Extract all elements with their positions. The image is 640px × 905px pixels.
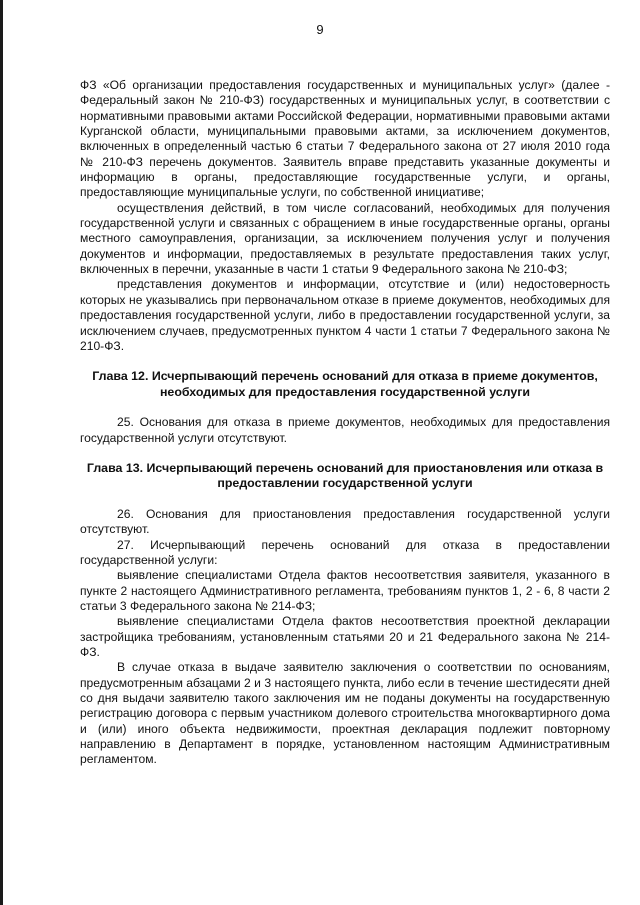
chapter-12-heading: Глава 12. Исчерпывающий перечень оснований для отказа в приеме документов, необходимых для предоставления государственной услуги: [92, 369, 598, 399]
paragraph: 27. Исчерпывающий перечень оснований для отказа в предоставлении государственной услуги:: [80, 537, 610, 567]
paragraph: ФЗ «Об организации предоставления государственных и муниципальных услуг» (далее - Федеральный закон № 210-ФЗ) государственных и муниципальных услуг, в соответствии с нормативными правовыми актами Российской Федерации, нормативными правовыми актами Курганской области, муниципальными правовыми актами, за исключением документов, включенных в определенный частью 6 статьи 7 Федерального закона от 27 июля 2010 года № 210-ФЗ перечень документов. Заявитель вправе представить указанные документы и информацию в органы, предоставляющие государственные услуги, и органы, предоставляющие муниципальные услуги, по собственной инициативе;: [80, 78, 610, 200]
scan-edge: [0, 0, 3, 905]
paragraph: осуществления действий, в том числе согласований, необходимых для получения государственной услуги и связанных с обращением в иные государственные органы, органы местного самоуправления, организации, за исключением получения услуг и получения документов и информации, предоставляемых в результате предоставления таких услуг, включенных в перечни, указанные в части 1 статьи 9 Федерального закона № 210-ФЗ;: [80, 200, 610, 277]
chapter-13-heading: Глава 13. Исчерпывающий перечень оснований для приостановления или отказа в предоставлении государственной услуги: [86, 460, 604, 491]
paragraph: 25. Основания для отказа в приеме документов, необходимых для предоставления государственной услуги отсутствуют.: [80, 415, 610, 445]
paragraph: выявление специалистами Отдела фактов несоответствия заявителя, указанного в пункте 2 настоящего Административного регламента, требованиям пунктов 1, 2 - 6, 8 части 2 статьи 3 Федерального закона № 214-ФЗ;: [80, 568, 610, 613]
paragraph: выявление специалистами Отдела фактов несоответствия проектной декларации застройщика требованиям, установленным статьями 20 и 21 Федерального закона № 214-ФЗ.: [80, 614, 610, 659]
paragraph: В случае отказа в выдаче заявителю заключения о соответствии по основаниям, предусмотренным абзацами 2 и 3 настоящего пункта, либо если в течение шестидесяти дней со дня выдачи заявителю такого заключения им не поданы документы на государственную регистрацию договора с первым участником долевого строительства многоквартирного дома и (или) иного объекта недвижимости, проектная декларация подлежит повторному направлению в Департамент в порядке, установленном настоящим Административным регламентом.: [80, 660, 610, 767]
document-body: [80, 78, 610, 768]
page-number: 9: [316, 22, 324, 37]
paragraph: 26. Основания для приостановления предоставления государственной услуги отсутствуют.: [80, 506, 610, 537]
paragraph: представления документов и информации, отсутствие и (или) недостоверность которых не указывались при первоначальном отказе в приеме документов, необходимых для предоставления государственной услуги, либо в предоставлении государственной услуги, за исключением случаев, предусмотренных пунктом 4 части 1 статьи 7 Федерального закона № 210-ФЗ.: [80, 277, 610, 353]
